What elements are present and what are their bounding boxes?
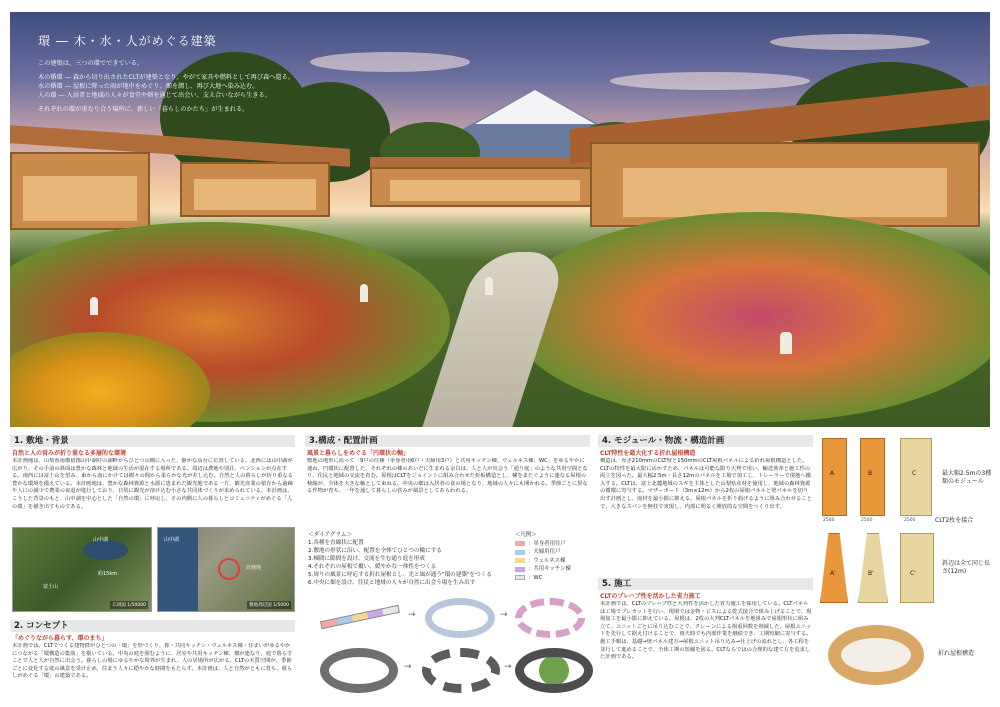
section-4-lead: CLT特性を最大化する折れ屋根構造 — [600, 450, 696, 457]
section-1-head: 1. 敷地・背景 — [10, 435, 295, 447]
dim-label: 2500 — [823, 518, 835, 523]
diagram-step-4-ring — [320, 648, 398, 693]
module-note: 最大幅2.5mの3種類のモジュール — [942, 470, 992, 485]
section-2-head: 2. コンセプト — [10, 620, 295, 632]
section-2-text — [12, 635, 295, 705]
site-map — [157, 527, 295, 612]
hero-line: それぞれの環が重なり合う場所に、新しい「暮らしのかたち」が生まれる。 — [38, 106, 249, 113]
diagram-title: ＜ダイアグラム＞ — [308, 532, 353, 538]
section-4-body: 構造は、厚さ210mmのCLT壁と150mmのCLT屋根パネルによる折れ屋根構造とした。CLTの特性を最大限に活かすため、パネルは可能な限り大判で用い、輸送効率と施工性の両立を図った。最大幅2.5m・長さ12mのパネルを工場で加工し、トレーラーで現地へ搬入する。CLTは、富士北麓地域のスギを主体とした山梨県産材を使用し、地域の森林資源の循環に寄与する。マザーボード（3m×12m）から2枚の屋根パネルと壁パネルを切り出す計画とし、廃材を最小限に抑える。屋根パネルを折り曲げるように組み合わせることで、大きなスパンを無柱で実現し、内部に明るく開放的な空間をつくり出す。 — [600, 458, 812, 510]
module-panel-a-prime — [820, 533, 848, 603]
module-panel-b-prime — [858, 533, 888, 603]
cloud — [610, 72, 810, 90]
arrow-icon: → — [504, 662, 512, 672]
map-label: 富士山 — [43, 584, 59, 590]
legend-swatch — [515, 558, 525, 563]
section-1-lead: 自然と人の営みが折り重なる多層的な環境 — [12, 450, 127, 457]
map-label: 約15km — [98, 571, 118, 577]
legend-swatch — [515, 567, 525, 572]
diagram-step: 5.周りの風景に呼応する折れ屋根とし、光と風が通う"環の建築"をつくる — [308, 572, 492, 578]
arrow-icon: → — [408, 610, 416, 620]
hero-line: 水の循環 ― 屋根に降った雨が地中をめぐり、畑を潤し、再び大地へ染み込む。 — [38, 83, 259, 90]
map-label: 山中湖 — [164, 537, 180, 543]
legend-item — [515, 574, 593, 583]
panel-label: A — [830, 470, 835, 477]
diagram-step-3-ring — [515, 598, 585, 638]
diagram-step: 1.各種を直線状に配置 — [308, 540, 364, 546]
section-5-text — [600, 593, 812, 705]
section-1-body: 本計画地は、山梨県南都留郡山中湖村の湖畔からひとつ山側に入った、静かな高台に位置している。北西には山中湖が広がり、その手前の斜面は豊かな森林と地域の生活が混在する場所である。周辺は農地や別荘、ペンションが点在する。南西には富士山を望み、東から南にかけては樹々の間から柔らかな光が差し込む。自然と人の暮らしが折り重なる豊かな環境を備えている。本計画地は、豊かな森林資源と水源に恵まれた観光地である一方、観光産業の依存から過疎や人口の減少で農業の衰退が進行しており、日常に観光が溶け込む小さな共同体づくりが求められている。本計画は、こうした背景のもと、山中湖を中心とした「自然の環」に呼応し、その内側に人の暮らしとコミュニティがめぐる「人の環」を描き出すものである。 — [12, 458, 294, 510]
building — [180, 162, 330, 217]
legend-label: ：WC — [528, 574, 543, 581]
diagram-step-5-ring — [422, 648, 500, 693]
diagram-step: 3.棟間に隙間を設け、交流を生む通り庭を形成 — [308, 556, 425, 562]
person — [485, 277, 493, 295]
arrow-icon: → — [404, 662, 412, 672]
panel-label: C' — [910, 570, 916, 577]
diagram-step-2-ring — [425, 598, 495, 638]
panel-label: A' — [830, 570, 836, 577]
hero-line: 木の循環 ― 森から切り出されたCLTが建築となり、やがて家具や燃料として再び森へ還る。 — [38, 74, 294, 81]
diagram-step-6-ring — [515, 648, 593, 693]
module-panel-a — [822, 438, 847, 516]
section-5-body: 本計画では、CLTのプレハブ性と大判性を活かした省力施工を採用している。CLTパネルは工場でプレカットを行い、現場では金物・ビスによる乾式接合で組み上げることで、現場加工を最小限に抑えている。屋根は、2枚の大判CLTパネルを地組みで屋根形状に組み立て、ユニットごとに吊り込むことで、クレーンによる揚重回数を削減した。屋根ユニットを先行して据え付けることで、雨天時でも内部作業を継続でき、工期短縮に寄与する。施工手順は、基礎→壁パネル建方→屋根ユニット吊り込み→仕上げの流れとし、各工程を並行して進めることで、全体工期の短縮を図る。CLTならではの合理的な建て方を追求した計画である。 — [600, 601, 812, 661]
section-4-head: 4. モジュール・物流・構造計画 — [598, 435, 813, 447]
hero-title: 環 ― 木・水・人がめぐる建築 — [38, 34, 217, 48]
legend-swatch — [515, 550, 525, 555]
site-marker — [218, 558, 240, 580]
legend-label: ：夫婦用住戸 — [528, 549, 561, 555]
map-label: 計画地 — [246, 565, 262, 571]
map-label: 山中湖 — [93, 537, 109, 543]
hero-render — [10, 12, 990, 427]
hero-text — [38, 32, 338, 114]
dim-label: 2500 — [904, 518, 916, 523]
diagram-step-1-strip — [320, 605, 400, 629]
person — [90, 297, 98, 315]
legend-item — [515, 540, 593, 549]
legend-label: ：ウェルネス棟 — [528, 557, 566, 564]
legend-item — [515, 565, 593, 574]
section-3-head: 3.構成・配置計画 — [305, 435, 590, 447]
legend-title: ＜凡例＞ — [515, 532, 537, 538]
hero-line: この建築は、三つの環でできている。 — [38, 60, 144, 67]
legend-swatch — [515, 541, 525, 546]
section-3-body: 敷地の地形に沿って「9戸の住棟（単身者用6戸・夫婦用3戸）と共用キッチン棟、ウェルネス棟、WC」をゆるやかに連ね、円環状に配置した。それぞれの棟のあいだに生まれる余白は、人と人が出会う「通り庭」のような共用空間となり、住民と地域の交流を育む。屋根はCLTをジョイントに組み合わせた折板構造とし、棟をまたぐように連なる屋根の稜線が、全体を大きな軸として束ねる。中央の畑は入居者の食の場となり、地域の人々にも開かれる。季節ごとに異なる作物が育ち、一年を通して暮らしの営みが風景としてあらわれる。 — [307, 458, 588, 495]
diagram-step: 2.敷地の形状に沿い、配置を全体でひとつの輪にする — [308, 548, 442, 554]
legend-label: ：単身者用住戸 — [528, 540, 566, 547]
arrow-icon: → — [500, 610, 508, 620]
module-note: 斜辺は全て同じ長さ(12m) — [942, 560, 991, 575]
person — [780, 332, 792, 354]
diagram-steps — [308, 531, 498, 587]
section-3-lead: 風景と暮らしをめぐる「円環状の軸」 — [307, 450, 410, 457]
section-4-text — [600, 450, 812, 576]
lake-shape — [83, 540, 128, 560]
module-note: 折れ屋根構造 — [938, 650, 975, 657]
panel-label: B — [868, 470, 873, 477]
cloud — [770, 34, 930, 50]
regional-map — [12, 527, 152, 612]
map-caption: 敷地周辺図 1/5000 — [249, 603, 289, 608]
folded-roof-model — [828, 625, 924, 685]
section-2-lead: 「めぐりながら暮らす、環のまち」 — [12, 635, 108, 642]
building — [10, 152, 150, 230]
legend-item — [515, 548, 593, 557]
legend-label: ：共用キッチン棟 — [528, 566, 571, 572]
map-caption: 広域図 1/50000 — [112, 603, 146, 608]
legend-swatch — [515, 575, 525, 580]
module-panel-b — [860, 438, 885, 516]
dim-label: 2500 — [861, 518, 873, 523]
section-5-head: 5. 施工 — [598, 578, 813, 590]
building — [370, 167, 600, 207]
mount-fuji-snowcap — [475, 90, 595, 124]
section-3-text — [307, 450, 590, 526]
panel-label: B' — [868, 570, 874, 577]
diagram-step: 6.中央に畑を設け、住民と地域の人々が自然に出会う場を生み出す — [308, 580, 476, 586]
legend-item — [515, 557, 593, 566]
section-1-text — [12, 450, 295, 521]
module-panel-c-prime — [900, 533, 934, 603]
section-2-body: 本計画では、CLTでつくる建物群がひとつの「環」を形づくり、暮・共同キッチン・ウェルネス棟・住まいがゆるやかにつながる「環構造の集落」を描いている。中央の庭を囲むように、居室や共用キッチン棟、畑が連なり、庭で暮らすことで人と人が自然に出会う。暮らしの場にゆるやかな境界が生まれ、人の居場所が広がる。CLTの木質空間が、季節ごとに変化する庭の風景を受け止め、住まう人々に穏やかな時間をもたらす。本計画は、人と自然がともに育ち、暮らしがめぐる「環」の建築である。 — [12, 643, 293, 680]
legend — [515, 531, 593, 582]
flower-field — [510, 212, 990, 422]
panel-label: C — [912, 470, 917, 477]
hero-line: 人の環 ― 入居者と地域の人々が食堂や畑を通じて出会い、支え合いながら生きる。 — [38, 92, 271, 99]
person — [360, 284, 368, 302]
diagram-step: 4.それぞれの屋根で覆い、緩やかな一体性をつくる — [308, 564, 437, 570]
section-5-lead: CLTのプレハブ性を活かした省力施工 — [600, 593, 701, 600]
module-note: CLT2枚を接合 — [935, 517, 974, 524]
